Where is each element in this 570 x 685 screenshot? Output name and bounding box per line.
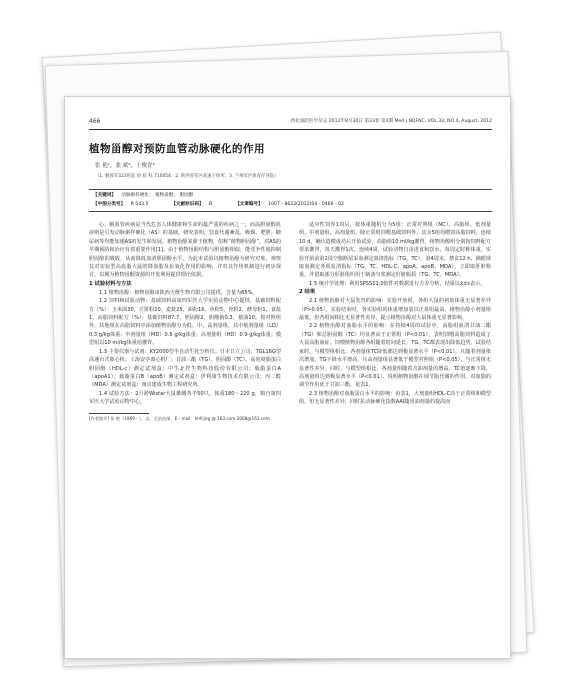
doc-code-label: 【文献标识码】	[171, 202, 204, 207]
footnote-rule	[89, 413, 149, 414]
keywords-label: 【关键词】	[93, 193, 116, 198]
journal-info: 西北国防医学杂志 2012年8月30日 第33卷 第4期 Med J NDFNC, VOL.33, NO.4, August, 2012	[290, 119, 492, 124]
body-paragraph: 适应性饲养1周后，按体重随机分为5组：正常对照组（NC）、高脂组、低剂量组、中剂量组、高剂量组，除正常组饲喂基础饲料外，其余5组均喂饲高脂饲料，连续10 d，确认造模成功后开始试验，高脂组10 ml/kg灌胃，植物甾醇组分别按饲料配方要求灌胃，每天灌胃1次，连续4周，试验动物自由进食和饮水，每周定时称体重。实验开始前第2周空腹断尾采血测定血清指标（TG、TC），第4周末，禁食12 h，摘眼球取血测定各项血清指标（TG、TC、HDL-C、apoA、apoB、MDA），立即取肝脏称重，并留取部分肝脏组织用于制备匀浆测定肝脏脂质（TG、TC、MDA）。	[299, 222, 491, 279]
article-metadata	[89, 189, 492, 213]
article-id-label: 【文章编号】	[235, 202, 263, 207]
body-paragraph: 2.1 植物甾醇对大鼠发育的影响：实验开始时，各组大鼠的初始体重无显著差异（P>0.05）。实验结束时，各实验组的体重增加量以正常组最高，植物甾醇小剂量组最低，但各组间相比无显著性差异，提示植物甾醇对大鼠体重无显著影响。	[299, 298, 491, 322]
keywords-value: 动脉粥样硬化； 植物甾醇； 胆固醇	[121, 193, 194, 198]
metadata-bottom-rule	[89, 211, 492, 212]
article-authors: 张 艳¹，张 斌²，王俊青³	[95, 163, 155, 169]
running-header	[89, 117, 492, 130]
article-affiliations: （1. 解放军323医院 检 验 科 710054；2. 陕西省军区高速干休所；3. 兰州军区体育疗养院）	[95, 174, 279, 179]
body-paragraph: 1.3 主要仪器与试剂：KY2000型半自动生化分析仪；日本日立公司；TGL16G型高速台式离心机；上海安亭离心机厂；甘油三酯（TG）、胆固醇（TC）、高密度脂蛋白胆固醇（HDL-c）测定试剂盒；中生北控生物科技股份有限公司；载脂蛋白A（apoA1）、载脂蛋白B（apoB）测定试剂盒；伊利康生物技术有限公司；丙二醛（MDA）测定试剂盒；南京建成生物工程研究所。	[89, 348, 281, 389]
author-footnote: [作者简介] 张 艳（1969 - ），女，主治医师，E - mail：hnfcjng @ 163.com 2008@163.com	[89, 415, 270, 421]
section-heading: 1 试验材料与方法	[89, 280, 132, 287]
page-number: 466	[89, 118, 101, 125]
intro-paragraph: 心、脑血管疾病是当代危害人体健康和生命的最严重的疾病之一，而高胆固醇血症则是引发动脉粥样硬化（AS）的基础，研究表明，饮食代谢紊乱、吸烟、肥胖、糖尿病等均能加速AS的发生和发展。植物甾醇来源于植物，俗称“植物胆固醇”，对AS的早期预防和治疗有着重要作用[1]。由于植物甾醇结构与胆固醇相似，能竞争性地抑制胆固醇的吸收，从而降低血清胆固醇水平。为此本试验以植物甾醇为研究对象，观察其对实验型高血脂大鼠的降血脂及抗氧化作用的影响，并对其作用机制进行初步探讨，以期为植物甾醇资源的开发利用提供理论依据。	[89, 222, 281, 279]
clc-label: 【中图分类号】	[93, 202, 126, 207]
right-column	[299, 221, 491, 636]
paper-page	[64, 96, 511, 659]
keywords-row	[93, 192, 193, 198]
metadata-top-rule	[89, 189, 492, 190]
body-paragraph: 2.2 植物甾醇对血脂水平的影响：在持续4周的试验中，高脂组血清甘油三酯（TG）和总胆固醇（TC）均显著高于正常组（P<0.01），表明饲喂高脂饲料造成了大鼠高脂血症。饲喂植物甾醇各组随着时间延长，TG、TC都表现出降低趋势，试验结束时，与模型组相比，各剂量组TC降低都达到极显著水平（P<0.01），且随着剂量依次增加，TG下降水平增高，且高剂量组显著低于模型对照组（P<0.05），与正常组无显著性差异。同时，与模型组相比，各剂量组随着含油剂量的增高，TC值逐渐下降，高剂量组达到极显著水平（P<0.01）。说明植物甾醇在调节脂代谢的作用，对血脂的调节作用优于甘油三酯，见表1。	[299, 323, 491, 389]
section-heading: 2 结果	[299, 289, 316, 296]
body-paragraph: 2.3 植物甾醇对血脂蛋白水平的影响：由表1，大剂量组HDL-C高于正常组和模型组，但无显著性差异，同时抗动脉硬化指数AAI随用油剂量的提高而	[299, 390, 491, 406]
clc-value: R 543.5	[130, 202, 149, 207]
left-column	[89, 221, 281, 636]
body-paragraph: 1.2 饲料和试验动物：基础饲料由第四军医大学实验动物中心提供，基础饲料配方（%）：玉米面30，豆饼粉20，麦麸25，面粉16，鱼粉5，骨粉2，酵母粉1，食盐1。高脂饲料配方（%）：基础饲料87.7，胆固醇2，胆酸钠0.3，猪油10。按对照组外，其他组在高脂饲料中添加植物甾醇分为低、中、高剂量组，其中低剂量组（LD）0.3 g/kg体重；中剂量组（MD）0.6 g/kg体重；高剂量组（HD）0.9 g/kg体重；模型组以10 ml/kg体重给灌胃。	[89, 298, 281, 347]
article-id-value: 1007 - 8622(2012)04 - 0466 - 02	[268, 202, 344, 207]
body-paragraph: 1.5 统计学处理：利用SPSS11.0软件对数据进行方差分析，结果以x̄±s表示。	[309, 280, 486, 287]
body-paragraph: 1.4 试验方法：2月龄Wistar大鼠雄雌各半50只，体重180～220 g，购自第四军医大学试验动物中心。	[89, 390, 281, 406]
doc-code-value: B	[209, 202, 213, 207]
article-title: 植物甾醇对预防血管动脉硬化的作用	[89, 143, 265, 155]
classification-row	[93, 201, 344, 207]
body-paragraph: 1.1 植物甾醇：植物甾醇由陕西天维生物有限公司提供，含量为65%。	[99, 289, 258, 296]
